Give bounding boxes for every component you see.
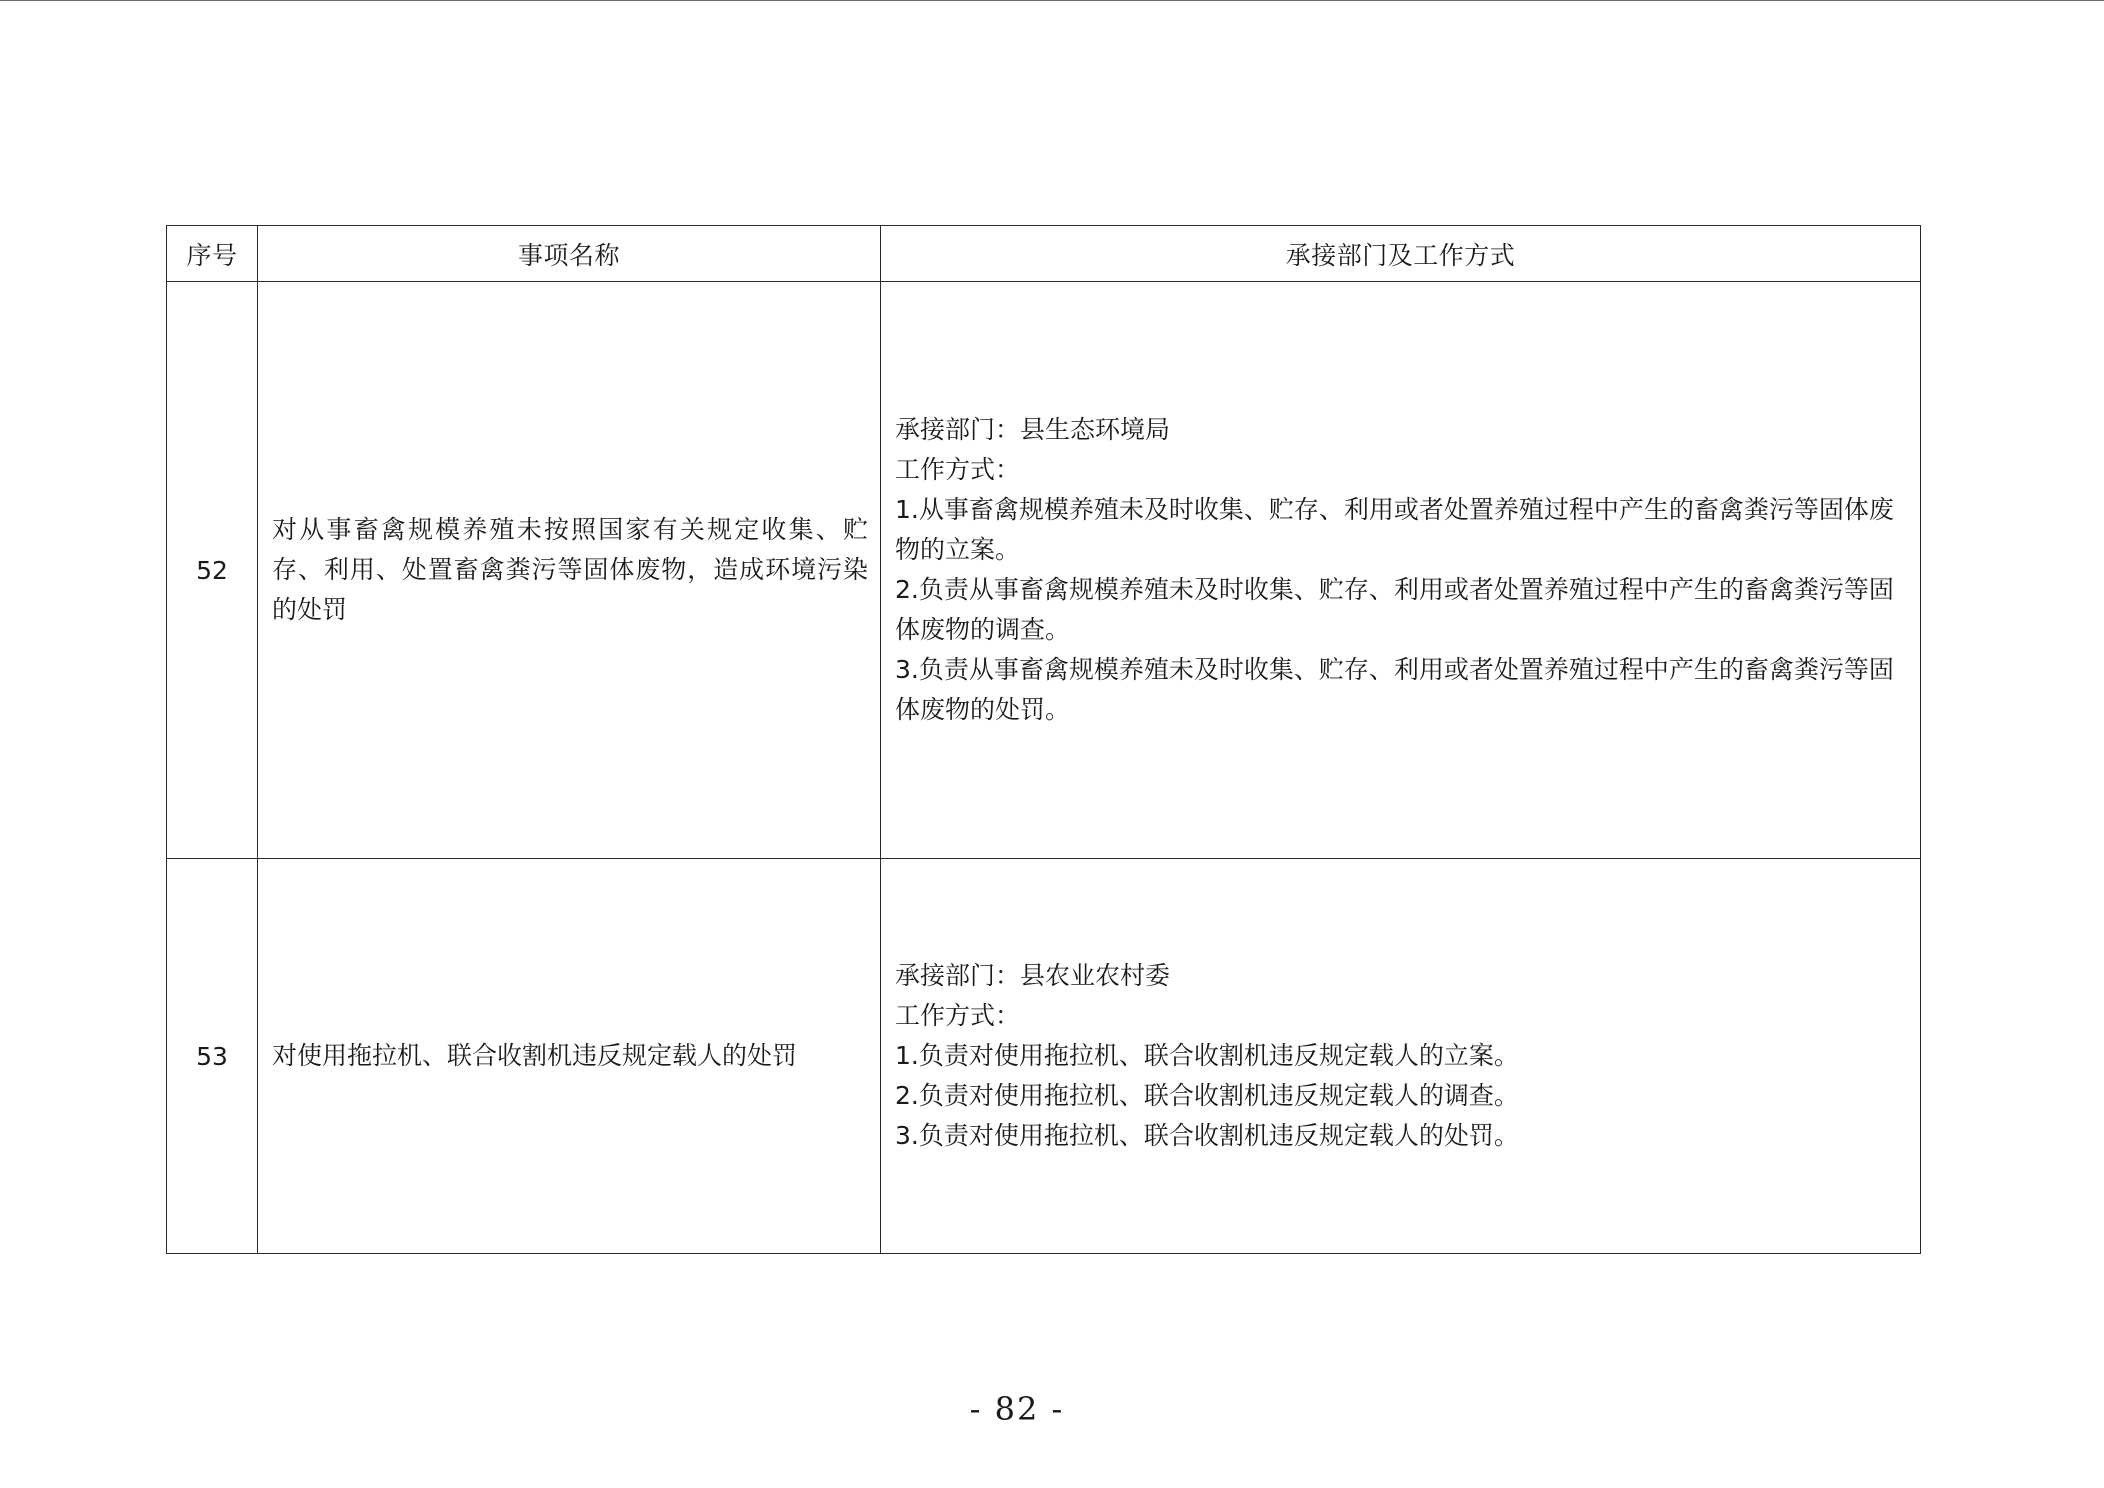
row-item-name: 对使用拖拉机、联合收割机违反规定载人的处罚 bbox=[258, 859, 881, 1254]
method-label: 工作方式： bbox=[895, 1001, 1021, 1030]
top-border-line bbox=[0, 0, 2104, 1]
dept-line: 承接部门：县生态环境局 bbox=[895, 415, 1171, 444]
header-dept-method: 承接部门及工作方式 bbox=[881, 226, 1921, 282]
dept-line: 承接部门：县农业农村委 bbox=[895, 961, 1171, 990]
step-number: 2. bbox=[895, 1081, 919, 1110]
step-item bbox=[895, 650, 1908, 730]
table-row bbox=[167, 859, 1921, 1254]
step-number: 2. bbox=[895, 575, 919, 604]
step-text: 负责对使用拖拉机、联合收割机违反规定载人的立案。 bbox=[918, 1041, 1519, 1070]
step-text: 负责从事畜禽规模养殖未及时收集、贮存、利用或者处置养殖过程中产生的畜禽粪污等固体废物的处罚。 bbox=[895, 655, 1894, 724]
method-label: 工作方式： bbox=[895, 455, 1021, 484]
row-dept-method bbox=[881, 859, 1921, 1254]
step-text: 从事畜禽规模养殖未及时收集、贮存、利用或者处置养殖过程中产生的畜禽粪污等固体废物的立案。 bbox=[895, 495, 1894, 564]
step-number: 1. bbox=[895, 1041, 919, 1070]
items-table bbox=[166, 225, 1921, 1254]
row-dept-method bbox=[881, 282, 1921, 859]
table-header-row bbox=[167, 226, 1921, 282]
row-seq: 53 bbox=[167, 859, 258, 1254]
step-number: 3. bbox=[895, 655, 919, 684]
step-item bbox=[895, 1076, 1908, 1116]
step-item bbox=[895, 1116, 1908, 1156]
step-item bbox=[895, 1036, 1908, 1076]
row-item-name: 对从事畜禽规模养殖未按照国家有关规定收集、贮存、利用、处置畜禽粪污等固体废物，造成环境污染的处罚 bbox=[258, 282, 881, 859]
step-item bbox=[895, 570, 1908, 650]
step-text: 负责对使用拖拉机、联合收割机违反规定载人的处罚。 bbox=[918, 1121, 1519, 1150]
header-item-name: 事项名称 bbox=[258, 226, 881, 282]
table-row bbox=[167, 282, 1921, 859]
step-item bbox=[895, 490, 1908, 570]
step-number: 1. bbox=[895, 495, 919, 524]
step-number: 3. bbox=[895, 1121, 919, 1150]
step-text: 负责从事畜禽规模养殖未及时收集、贮存、利用或者处置养殖过程中产生的畜禽粪污等固体废物的调查。 bbox=[895, 575, 1894, 644]
step-text: 负责对使用拖拉机、联合收割机违反规定载人的调查。 bbox=[918, 1081, 1519, 1110]
row-seq: 52 bbox=[167, 282, 258, 859]
header-seq: 序号 bbox=[167, 226, 258, 282]
page-number: - 82 - bbox=[969, 1390, 1065, 1428]
